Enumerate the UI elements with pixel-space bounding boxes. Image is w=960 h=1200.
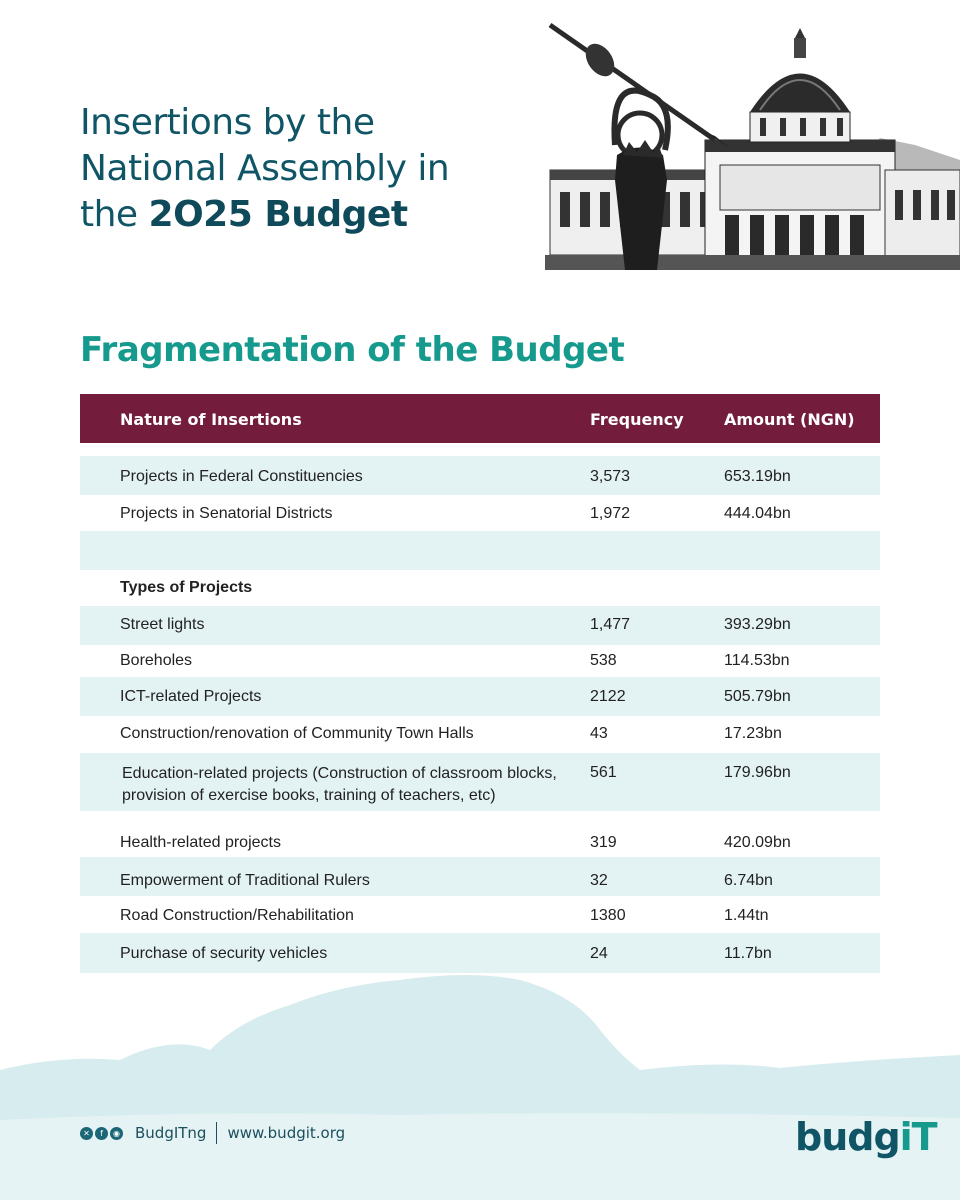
row-frequency: 24 — [590, 945, 608, 962]
table-row — [80, 495, 880, 531]
row-amount: 11.7bn — [724, 945, 772, 962]
row-label: Street lights — [120, 616, 205, 633]
national-assembly-illustration — [545, 20, 960, 270]
row-amount: 17.23bn — [724, 725, 782, 742]
table-header — [80, 394, 880, 443]
row-amount: 393.29bn — [724, 616, 791, 633]
row-frequency: 43 — [590, 725, 608, 742]
facebook-icon[interactable]: f — [95, 1127, 108, 1140]
row-label: Education-related projects (Construction of classroom blocks, provision of exercise books, training of teachers, etc) — [122, 765, 557, 804]
header-frequency: Frequency — [590, 410, 684, 429]
row-amount: 505.79bn — [724, 688, 791, 705]
types-heading-row — [80, 570, 880, 606]
social-handle[interactable]: BudgITng — [135, 1124, 207, 1142]
section-title: Fragmentation of the Budget — [80, 330, 625, 370]
row-label: ICT-related Projects — [120, 688, 262, 705]
spacer-row — [80, 531, 880, 570]
table-row — [80, 677, 880, 716]
website-link[interactable]: www.budgit.org — [227, 1124, 346, 1142]
logo-accent: iT — [899, 1115, 937, 1159]
mountain-silhouette — [0, 960, 960, 1200]
row-label: Empowerment of Traditional Rulers — [120, 872, 370, 889]
row-amount: 1.44tn — [724, 907, 769, 924]
header-amount: Amount (NGN) — [724, 410, 855, 429]
headline-line-3-prefix: the — [80, 194, 149, 235]
row-frequency: 3,573 — [590, 468, 631, 485]
table-row — [80, 857, 880, 896]
row-label: Boreholes — [120, 652, 193, 669]
row-amount: 420.09bn — [724, 834, 791, 851]
row-label: Health-related projects — [120, 834, 281, 851]
row-frequency: 1380 — [590, 907, 626, 924]
row-frequency: 2122 — [590, 688, 626, 705]
table-row — [80, 753, 880, 811]
table-row — [80, 716, 880, 753]
row-amount: 179.96bn — [724, 764, 791, 781]
row-label: Projects in Federal Constituencies — [120, 468, 363, 485]
row-label: Purchase of security vehicles — [120, 945, 328, 962]
row-frequency: 319 — [590, 834, 617, 851]
instagram-icon[interactable]: ◉ — [110, 1127, 123, 1140]
row-frequency: 1,477 — [590, 616, 631, 633]
headline-line-2: National Assembly in — [80, 148, 450, 189]
budgit-logo — [795, 1112, 937, 1162]
row-label: Projects in Senatorial Districts — [120, 505, 333, 522]
table-row — [80, 606, 880, 645]
row-frequency: 1,972 — [590, 505, 631, 522]
footer-social — [80, 1122, 345, 1144]
table-row — [80, 645, 880, 677]
table-row — [80, 896, 880, 933]
row-amount: 114.53bn — [724, 652, 790, 669]
row-amount: 653.19bn — [724, 468, 791, 485]
table-row — [80, 825, 880, 857]
headline-line-3 — [80, 192, 540, 238]
row-label: Road Construction/Rehabilitation — [120, 907, 354, 924]
row-frequency: 538 — [590, 652, 617, 669]
headline-year-budget: 2O25 Budget — [148, 194, 408, 235]
row-amount: 444.04bn — [724, 505, 791, 522]
row-frequency: 561 — [590, 764, 617, 781]
row-label: Construction/renovation of Community Town Halls — [120, 725, 474, 742]
types-heading: Types of Projects — [120, 579, 253, 596]
header-nature: Nature of Insertions — [120, 410, 302, 429]
footer-divider — [216, 1122, 217, 1144]
headline-line-1: Insertions by the — [80, 102, 375, 143]
table-row — [80, 456, 880, 495]
row-frequency: 32 — [590, 872, 608, 889]
x-icon[interactable]: ✕ — [80, 1127, 93, 1140]
page-headline — [80, 100, 540, 238]
row-amount: 6.74bn — [724, 872, 773, 889]
logo-main: budg — [795, 1115, 900, 1159]
